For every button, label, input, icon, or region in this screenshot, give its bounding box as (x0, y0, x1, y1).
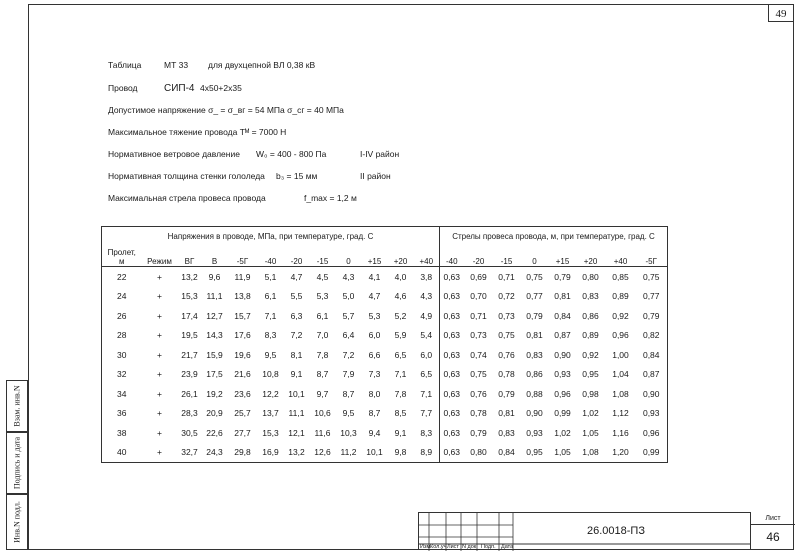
stress-cell: 13,8 (234, 291, 251, 302)
side-strip (6, 380, 28, 550)
sheet-cell (750, 512, 794, 550)
span-cell: 26 (117, 310, 127, 321)
mode-cell: + (157, 310, 162, 321)
stress-cell: 7,1 (394, 369, 407, 380)
stress-cell: 21,7 (181, 349, 198, 360)
sag-cell: 0,77 (526, 291, 543, 302)
sag-cell: 0,86 (582, 310, 599, 321)
sag-cell: 0,87 (642, 369, 660, 380)
title-block (418, 512, 794, 550)
sag-cell: 0,83 (582, 291, 599, 302)
stress-cell: 25,7 (234, 408, 251, 419)
side-cell-inv-repl (6, 380, 28, 432)
sag-cell: 1,05 (554, 447, 571, 458)
sag-col-header: -20 (472, 257, 485, 266)
stress-cell: 7,1 (264, 310, 277, 321)
table-row (102, 365, 668, 385)
sag-cell: 0,63 (440, 365, 464, 385)
span-cell: 30 (117, 349, 127, 360)
sag-cell: 0,99 (554, 408, 571, 419)
span-cell: 28 (117, 330, 127, 341)
table-id: МТ 33 (164, 60, 189, 70)
sag-cell: 0,95 (582, 369, 599, 380)
sag-cell: 1,16 (612, 427, 629, 438)
sag-cell: 1,08 (582, 447, 599, 458)
stress-col-header: +15 (367, 257, 382, 266)
stress-cell: 13,7 (262, 408, 279, 419)
sag-cell: 0,76 (470, 388, 487, 399)
sag-cell: 0,79 (526, 310, 543, 321)
sag-cell: 1,05 (582, 427, 599, 438)
sag-cell: 0,96 (612, 330, 629, 341)
sag-cell: 0,85 (612, 271, 629, 282)
stress-cell: 6,1 (316, 310, 329, 321)
table-row (102, 306, 668, 326)
wind-label: Нормативное ветровое давление (108, 149, 240, 159)
stress-cell: 6,5 (420, 369, 433, 380)
sag-cell: 0,89 (582, 330, 599, 341)
sag-cell: 0,92 (612, 310, 629, 321)
stress-cell: 6,0 (420, 349, 433, 360)
stress-cell: 7,9 (342, 369, 355, 380)
sag-cell: 0,84 (554, 310, 571, 321)
stress-cell: 17,6 (234, 330, 251, 341)
title-block-grid (418, 512, 750, 550)
sag-col-header: +20 (583, 257, 598, 266)
sag-cell: 0,63 (440, 326, 464, 346)
stress-cell: 9,1 (394, 427, 407, 438)
sag-cell: 0,82 (642, 330, 660, 341)
sag-cell: 0,74 (470, 349, 487, 360)
sag-label: Максимальная стрела провеса провода (108, 193, 266, 203)
stress-col-header: -15 (316, 257, 329, 266)
sag-cell: 0,72 (498, 291, 515, 302)
sag-cell: 0,63 (440, 287, 464, 307)
sag-cell: 0,80 (582, 271, 599, 282)
stress-cell: 8,7 (342, 388, 355, 399)
sag-cell: 0,63 (440, 384, 464, 404)
mode-cell: + (157, 291, 162, 302)
sag-cell: 0,71 (470, 310, 487, 321)
tb-col-kolych: Кол.уч (430, 544, 447, 550)
sag-cell: 0,73 (470, 330, 487, 341)
stress-cell: 29,8 (234, 447, 251, 458)
stress-cell: 4,3 (420, 291, 433, 302)
span-cell: 40 (117, 447, 127, 458)
sag-cell: 0,86 (526, 369, 543, 380)
stress-cell: 21,6 (234, 369, 251, 380)
stress-col-header: ВГ (184, 257, 195, 266)
wind-region: I-IV район (360, 149, 400, 159)
stress-cell: 12,1 (288, 427, 305, 438)
sheet-label: Лист (751, 512, 795, 525)
stress-cell: 7,8 (394, 388, 407, 399)
sag-cell: 0,69 (470, 271, 487, 282)
stress-cell: 12,2 (262, 388, 279, 399)
stress-cell: 32,7 (181, 447, 198, 458)
stress-col-header: -5Г (236, 257, 249, 266)
table-row (102, 443, 668, 463)
stress-cell: 16,9 (262, 447, 279, 458)
sag-cell: 0,73 (498, 310, 515, 321)
sag-cell: 0,83 (498, 427, 515, 438)
mode-cell: + (157, 408, 162, 419)
span-cell: 32 (117, 369, 127, 380)
stress-cell: 7,2 (290, 330, 303, 341)
sag-cell: 0,75 (470, 369, 487, 380)
mode-cell: + (157, 447, 162, 458)
sag-col-header: -40 (440, 247, 464, 267)
stress-cell: 4,3 (342, 271, 355, 282)
table-row (102, 423, 668, 443)
ice-label: Нормативная толщина стенки гололеда (108, 171, 265, 181)
stress-cell: 9,8 (394, 447, 407, 458)
sag-col-header: +40 (613, 257, 628, 266)
span-header (102, 247, 142, 267)
side-cell-sign-date (6, 432, 28, 494)
sag-cell: 1,04 (612, 369, 629, 380)
sag-cell: 0,63 (440, 267, 464, 287)
stress-cell: 9,5 (342, 408, 355, 419)
stress-cell: 15,7 (234, 310, 251, 321)
table-label: Таблица (108, 60, 142, 70)
stress-cell: 20,9 (206, 408, 223, 419)
stress-cell: 5,4 (420, 330, 433, 341)
stress-cell: 11,9 (234, 271, 251, 282)
sag-cell: 0,75 (526, 271, 543, 282)
sag-cell: 0,71 (498, 271, 515, 282)
stress-cell: 9,5 (264, 349, 277, 360)
sag-cell: 0,89 (612, 291, 629, 302)
stress-cell: 14,3 (206, 330, 223, 341)
stress-cell: 4,5 (316, 271, 329, 282)
stress-cell: 9,6 (208, 271, 221, 282)
table-row (102, 345, 668, 365)
sag-cell: 0,79 (470, 427, 487, 438)
stress-cell: 10,6 (314, 408, 331, 419)
stress-cell: 5,5 (290, 291, 303, 302)
stress-cell: 6,0 (368, 330, 381, 341)
sag-cell: 1,08 (612, 388, 629, 399)
stress-cell: 5,7 (342, 310, 355, 321)
stress-col-header: -20 (290, 257, 303, 266)
stress-cell: 4,9 (420, 310, 433, 321)
stress-cell: 8,9 (420, 447, 433, 458)
sag-cell: 0,81 (498, 408, 515, 419)
page-number: 49 (768, 4, 794, 22)
stress-col-header: +40 (419, 257, 434, 266)
stress-cell: 26,1 (181, 388, 198, 399)
sag-cell: 0,81 (526, 330, 543, 341)
sag-col-header: -5Г (645, 257, 657, 266)
stress-cell: 12,7 (206, 310, 223, 321)
stress-cell: 7,8 (316, 349, 329, 360)
stress-col-header: +20 (393, 257, 408, 266)
mode-header: Режим (147, 257, 172, 266)
stress-cell: 5,0 (342, 291, 355, 302)
wind-value: W₀ = 400 - 800 Па (256, 149, 327, 159)
stress-cell: 5,9 (394, 330, 407, 341)
tb-col-data: Дата (501, 544, 514, 550)
stress-cell: 4,7 (368, 291, 381, 302)
stress-cell: 15,3 (181, 291, 198, 302)
stress-cell: 10,1 (288, 388, 305, 399)
tb-col-izm: Изм. (420, 544, 432, 550)
stress-cell: 11,1 (206, 291, 223, 302)
ice-value: b₃ = 15 мм (276, 171, 318, 181)
tb-col-list: Лист (447, 544, 459, 550)
stress-cell: 8,5 (394, 408, 407, 419)
stress-cell: 23,9 (181, 369, 198, 380)
wire-spec: 4х50+2х35 (200, 83, 242, 93)
sag-cell: 0,93 (554, 369, 571, 380)
stress-col-header: В (211, 257, 218, 266)
sag-cell: 0,75 (498, 330, 515, 341)
stress-cell: 9,4 (368, 427, 381, 438)
sag-cell: 0,90 (554, 349, 571, 360)
stress-cell: 13,2 (288, 447, 305, 458)
side-inv-orig: Инв.N подл. (12, 501, 22, 543)
sag-cell: 0,90 (642, 388, 660, 399)
stress-cell: 8,0 (368, 388, 381, 399)
table-row (102, 287, 668, 307)
sag-cell: 0,79 (554, 271, 571, 282)
column-header-row (102, 247, 668, 267)
stress-cell: 15,9 (206, 349, 223, 360)
sag-cell: 1,02 (582, 408, 599, 419)
stress-cell: 8,7 (316, 369, 329, 380)
mode-cell: + (157, 271, 162, 282)
sag-cell: 0,95 (526, 447, 543, 458)
side-cell-inv-orig (6, 494, 28, 550)
sheet-number: 46 (766, 530, 780, 544)
stress-cell: 5,3 (368, 310, 381, 321)
stress-cell: 7,2 (342, 349, 355, 360)
sag-cell: 0,93 (526, 427, 543, 438)
sag-cell: 0,98 (582, 388, 599, 399)
stress-col-header: 0 (346, 257, 351, 266)
stress-cell: 4,0 (394, 271, 407, 282)
stress-cell: 19,2 (206, 388, 223, 399)
sag-cell: 0,84 (642, 349, 660, 360)
stress-cell: 4,1 (368, 271, 381, 282)
sag-cell: 0,96 (554, 388, 571, 399)
stress-cell: 24,3 (206, 447, 223, 458)
span-cell: 38 (117, 427, 127, 438)
span-cell: 22 (117, 271, 127, 282)
stress-cell: 30,5 (181, 427, 198, 438)
sag-cell: 0,63 (440, 423, 464, 443)
sag-cell: 0,79 (498, 388, 515, 399)
stress-cell: 10,1 (366, 447, 383, 458)
stress-cell: 11,6 (314, 427, 331, 438)
stress-cell: 8,7 (368, 408, 381, 419)
sag-cell: 0,96 (642, 427, 660, 438)
stress-cell: 6,1 (264, 291, 277, 302)
sag-cell: 1,00 (612, 349, 629, 360)
stress-cell: 27,7 (234, 427, 251, 438)
mode-cell: + (157, 330, 162, 341)
wire-type: СИП-4 (164, 83, 195, 94)
mode-cell: + (157, 349, 162, 360)
stress-cell: 11,1 (288, 408, 305, 419)
tb-col-podp: Подп. (481, 544, 496, 550)
sag-cell: 0,63 (440, 443, 464, 463)
stress-cell: 4,7 (290, 271, 303, 282)
table-desc: для двухцепной ВЛ 0,38 кВ (208, 60, 316, 70)
stress-cell: 9,7 (316, 388, 329, 399)
allowed-stress: Допустимое напряжение σ_ = σ_вг = 54 МПа σ_сг = 40 МПа (108, 105, 344, 115)
stress-cell: 17,4 (181, 310, 198, 321)
sag-cell: 1,02 (554, 427, 571, 438)
sag-cell: 0,90 (526, 408, 543, 419)
stress-title: Напряжения в проводе, МПа, при температуре, град. С (167, 232, 374, 242)
sag-cell: 0,81 (554, 291, 571, 302)
sag-cell: 1,12 (612, 408, 629, 419)
span-cell: 24 (117, 291, 127, 302)
sag-value: f_max = 1,2 м (304, 193, 357, 203)
stress-cell: 28,3 (181, 408, 198, 419)
sag-cell: 1,20 (612, 447, 629, 458)
span-cell: 36 (117, 408, 127, 419)
stress-cell: 13,2 (181, 271, 198, 282)
sag-cell: 0,80 (470, 447, 487, 458)
stress-cell: 9,1 (290, 369, 303, 380)
stress-cell: 19,5 (181, 330, 198, 341)
stress-cell: 23,6 (234, 388, 251, 399)
mode-cell: + (157, 427, 162, 438)
sag-col-header: 0 (532, 257, 537, 266)
stress-cell: 4,6 (394, 291, 407, 302)
sag-cell: 0,79 (642, 310, 660, 321)
stress-cell: 10,8 (262, 369, 279, 380)
span-cell: 34 (117, 388, 127, 399)
sag-cell: 0,63 (440, 306, 464, 326)
table-row (102, 384, 668, 404)
sag-cell: 0,87 (554, 330, 571, 341)
sag-cell: 0,63 (440, 404, 464, 424)
document-code: 26.0018-ПЗ (587, 525, 645, 537)
side-inv-repl: Взам. инв.N (12, 385, 22, 427)
sag-cell: 0,76 (498, 349, 515, 360)
stress-cell: 6,4 (342, 330, 355, 341)
sag-cell: 0,75 (642, 271, 660, 282)
stress-cell: 8,3 (264, 330, 277, 341)
stress-cell: 6,5 (394, 349, 407, 360)
stress-cell: 7,0 (316, 330, 329, 341)
data-table (101, 226, 668, 463)
stress-cell: 22,6 (206, 427, 223, 438)
sag-title: Стрелы провеса провода, м, при температуре, град. С (440, 227, 668, 247)
stress-cell: 7,1 (420, 388, 433, 399)
stress-cell: 3,8 (420, 271, 433, 282)
stress-col-header: -40 (264, 257, 277, 266)
stress-cell: 5,2 (394, 310, 407, 321)
sag-cell: 0,92 (582, 349, 599, 360)
stress-cell: 15,3 (262, 427, 279, 438)
sag-cell: 0,83 (526, 349, 543, 360)
stress-cell: 6,6 (368, 349, 381, 360)
sag-col-header: +15 (555, 257, 570, 266)
stress-cell: 5,3 (316, 291, 329, 302)
table-row (102, 404, 668, 424)
stress-cell: 6,3 (290, 310, 303, 321)
stress-cell: 8,3 (420, 427, 433, 438)
stress-cell: 7,7 (420, 408, 433, 419)
sag-cell: 0,78 (498, 369, 515, 380)
sag-cell: 0,70 (470, 291, 487, 302)
stress-cell: 7,3 (368, 369, 381, 380)
wire-label: Провод (108, 83, 138, 93)
stress-cell: 17,5 (206, 369, 223, 380)
ice-region: II район (360, 171, 391, 181)
sag-cell: 0,63 (440, 345, 464, 365)
table-body (102, 267, 668, 463)
sag-cell: 0,84 (498, 447, 515, 458)
sag-cell: 0,78 (470, 408, 487, 419)
stress-cell: 19,6 (234, 349, 251, 360)
stress-cell: 5,1 (264, 271, 277, 282)
sag-cell: 0,99 (642, 447, 660, 458)
span-header-label: Пролет, м (107, 248, 136, 266)
table-title-row (102, 227, 668, 247)
stress-cell: 8,1 (290, 349, 303, 360)
stress-cell: 11,2 (340, 447, 357, 458)
sag-cell: 0,77 (642, 291, 660, 302)
table-row (102, 326, 668, 346)
max-tension: Максимальное тяжение провода Тᴹ = 7000 Н (108, 127, 287, 137)
table-row (102, 267, 668, 287)
side-sign-date: Подпись и дата (12, 436, 22, 490)
tb-col-ndok: N док (462, 544, 477, 550)
stress-cell: 10,3 (340, 427, 357, 438)
sag-col-header: -15 (500, 257, 513, 266)
sag-cell: 0,88 (526, 388, 543, 399)
stress-cell: 12,6 (314, 447, 331, 458)
mode-cell: + (157, 388, 162, 399)
mode-cell: + (157, 369, 162, 380)
sag-cell: 0,93 (642, 408, 660, 419)
